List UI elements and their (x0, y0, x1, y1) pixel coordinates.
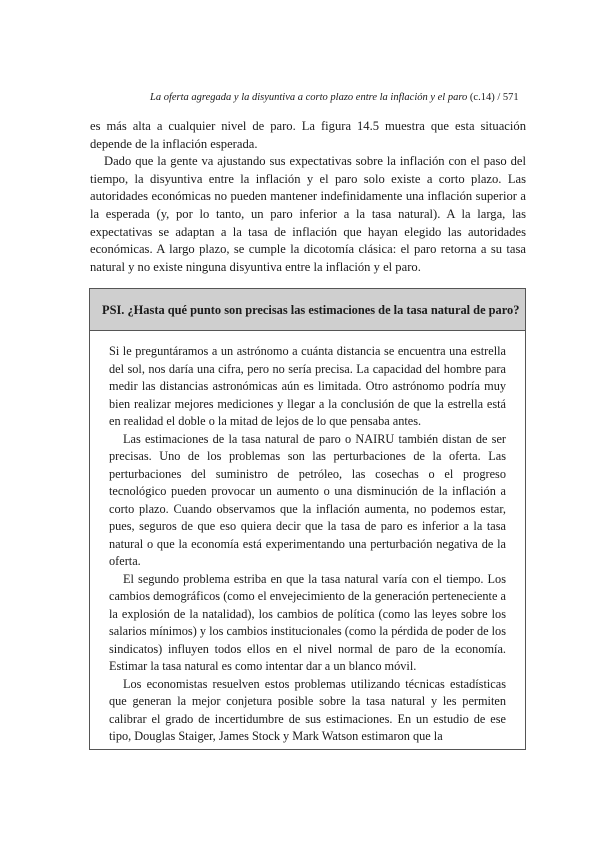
page-number: 571 (502, 92, 519, 103)
body-paragraph: es más alta a cualquier nivel de paro. La figura 14.5 muestra que esta situación depende de la inflación esperada. (90, 119, 526, 151)
box-title: PSI. ¿Hasta qué punto son precisas las estimaciones de la tasa natural de paro? (90, 289, 525, 331)
box-paragraph: Las estimaciones de la tasa natural de paro o NAIRU también distan de ser precisas. Uno de los problemas son las perturbaciones de la oferta. Las perturbaciones del suministro de petróleo, las cosechas o el progreso tecnológico pueden provocar un aumento o una disminución de la inflación a corto plazo. Cuando observamos que la inflación aumenta, no podemos estar, pues, seguros de que eso quiera decir que la tasa de paro es inferior a la tasa natural o que la economía está experimentando una perturbación negativa de la oferta. (109, 431, 506, 568)
chapter-reference: (c.14) (469, 92, 495, 103)
box-paragraph: Los economistas resuelven estos problemas utilizando técnicas estadísticas que generan la mejor conjetura posible sobre la tasa natural y les permiten calibrar el grado de incertidumbre de sus estimaciones. En un estudio de ese tipo, Douglas Staiger, James Stock y Mark Watson estimaron que la (109, 676, 506, 743)
box-body (90, 331, 525, 746)
running-title: La oferta agregada y la disyuntiva a corto plazo entre la inflación y el paro (150, 92, 468, 103)
psi-sidebar-box (89, 288, 526, 750)
running-header (150, 92, 519, 103)
header-separator: / (497, 92, 501, 103)
body-paragraph: Dado que la gente va ajustando sus expectativas sobre la inflación con el paso del tiempo, la disyuntiva entre la inflación y el paro solo existe a corto plazo. Las autoridades económicas no pueden mantener indefinidamente una inflación superior a la esperada (y, por lo tanto, un paro inferior a la tasa natural). A la larga, las expectativas se adaptan a la tasa de inflación que hayan elegido las autoridades económicas. A largo plazo, se cumple la dicotomía clásica: el paro retorna a su tasa natural y no existe ninguna disyuntiva entre la inflación y el paro. (90, 154, 526, 274)
main-text (90, 118, 526, 276)
box-paragraph: Si le preguntáramos a un astrónomo a cuánta distancia se encuentra una estrella del sol, nos daría una cifra, pero no sería precisa. La capacidad del hombre para medir las distancias astronómicas aún es limitada. Otro astrónomo podría muy bien realizar mejores mediciones y llegar a la conclusión de que la estrella está en realidad el doble o la mitad de lejos de lo que pensaba antes. (109, 344, 506, 428)
box-paragraph: El segundo problema estriba en que la tasa natural varía con el tiempo. Los cambios demográficos (como el envejecimiento de la generación perteneciente a la explosión de la natalidad), los cambios de política (como las leyes sobre los salarios mínimos) y los cambios institucionales (como la pérdida de poder de los sindicatos) influyen todos ellos en el nivel normal de paro de la economía. Estimar la tasa natural es como intentar dar a un blanco móvil. (109, 571, 506, 673)
